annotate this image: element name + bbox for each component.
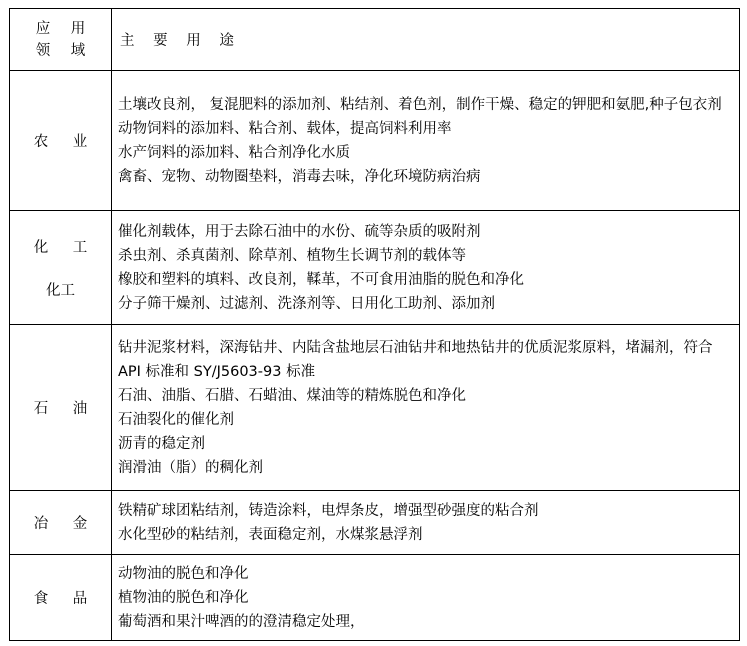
field-label: 冶 金 [33, 516, 98, 532]
header-field-line2: 领 域 [35, 42, 94, 59]
use-line: 催化剂载体，用于去除石油中的水份、硫等杂质的吸附剂 [118, 223, 481, 240]
use-line: 润滑油（脂）的稠化剂 [118, 459, 263, 476]
field-cell [10, 491, 112, 555]
use-line: 葡萄酒和果汁啤酒的的澄清稳定处理， [118, 613, 365, 630]
field-label: 化 工 [33, 239, 98, 256]
use-line: 植物油的脱色和净化 [118, 589, 249, 606]
use-line: 分子筛干燥剂、过滤剂、洗涤剂等、日用化工助剂、添加剂 [118, 295, 495, 312]
uses-cell [112, 71, 740, 211]
use-line: 土壤改良剂， 复混肥料的添加剂、粘结剂、着色剂，制作干燥、稳定的钾肥和氨肥,种子包衣剂 [118, 96, 722, 113]
use-line: 水产饲料的添加料、粘合剂净化水质 [118, 144, 350, 161]
field-label: 石 油 [33, 401, 98, 417]
header-uses-cell: 主 要 用 途 [112, 9, 740, 71]
use-line: 石油裂化的催化剂 [118, 411, 234, 428]
use-line: 橡胶和塑料的填料、改良剂，鞣革，不可食用油脂的脱色和净化 [118, 271, 524, 288]
field-label: 农 业 [33, 134, 98, 150]
field-label-secondary: 化工 [46, 282, 75, 299]
row-food [10, 555, 740, 641]
row-metallurgy [10, 491, 740, 555]
use-line: 水化型砂的粘结剂，表面稳定剂，水煤浆悬浮剂 [118, 526, 423, 543]
use-line: 杀虫剂、杀真菌剂、除草剂、植物生长调节剂的载体等 [118, 247, 466, 264]
row-agriculture [10, 71, 740, 211]
row-petroleum [10, 325, 740, 491]
uses-cell [112, 211, 740, 325]
use-line: 沥青的稳定剂 [118, 435, 205, 452]
use-line: 钻井泥浆材料，深海钻井、内陆含盐地层石油钻井和地热钻井的优质泥浆原料，堵漏剂，符合 API 标准和 SY/J5603-93 标准 [118, 339, 713, 380]
header-field-cell [10, 9, 112, 71]
field-cell [10, 71, 112, 211]
application-table [9, 8, 740, 641]
uses-cell [112, 325, 740, 491]
field-cell [10, 325, 112, 491]
use-line: 禽畜、宠物、动物圈垫料，消毒去味，净化环境防病治病 [118, 168, 481, 185]
field-cell [10, 555, 112, 641]
use-line: 动物饲料的添加料、粘合剂、载体，提高饲料利用率 [118, 120, 452, 137]
use-line: 铁精矿球团粘结剂，铸造涂料，电焊条皮，增强型砂强度的粘合剂 [118, 502, 539, 519]
use-line: 石油、油脂、石腊、石蜡油、煤油等的精炼脱色和净化 [118, 387, 466, 404]
uses-cell [112, 555, 740, 641]
row-chemical [10, 211, 740, 325]
use-line: 动物油的脱色和净化 [118, 565, 249, 582]
uses-cell [112, 491, 740, 555]
header-row [10, 9, 740, 71]
field-label: 食 品 [33, 591, 98, 607]
field-cell [10, 211, 112, 325]
header-field-line1: 应 用 [35, 20, 94, 37]
